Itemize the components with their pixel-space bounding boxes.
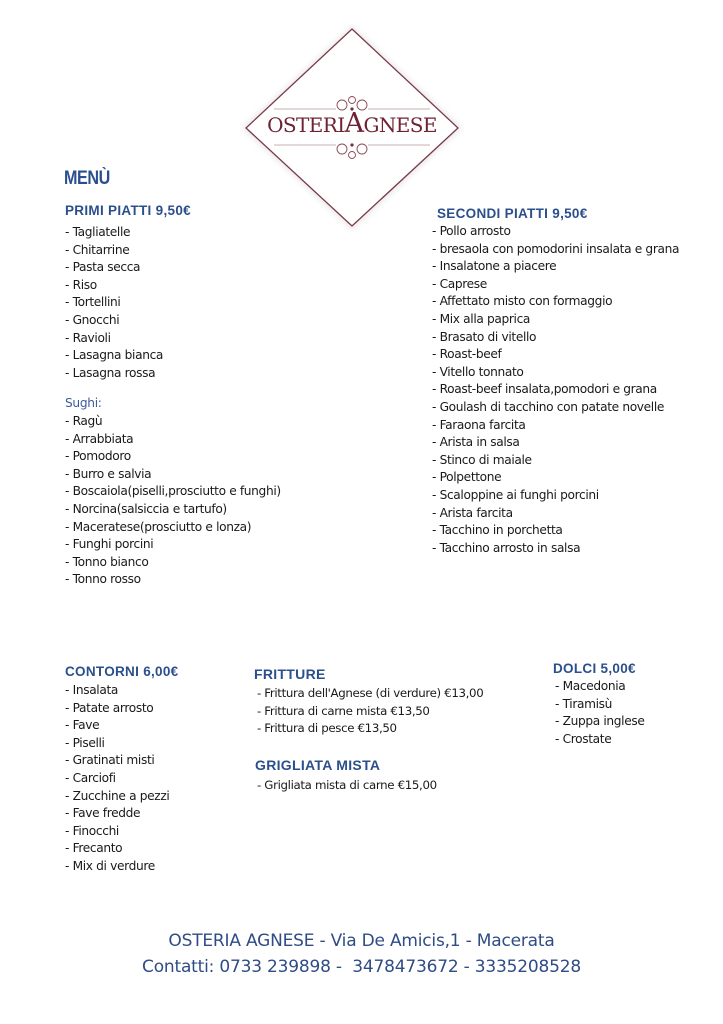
list-item: - Boscaiola(piselli,prosciutto e funghi) [65,484,281,499]
logo-wordmark [252,108,452,139]
contorni-list [65,682,179,876]
list-item: - Tacchino arrosto in salsa [432,540,581,555]
list-item: - Tortellini [65,295,121,310]
list-item: - Ragù [65,413,103,428]
grigliata-list [257,777,437,795]
list-item: - Arista in salsa [432,435,520,450]
list-item: - Insalatone a piacere [432,259,557,274]
list-item: - Macedonia [555,679,626,693]
dolci-title: DOLCI 5,00€ [553,661,636,676]
sughi-label: Sughi: [65,396,102,411]
list-item: - Grigliata mista di carne €15,00 [257,778,437,792]
list-item: - Gnocchi [65,312,120,327]
logo-text-a: A [344,108,364,139]
list-item: - Tagliatelle [65,225,131,239]
list-item: - Pollo arrosto [432,224,511,238]
list-item: - Brasato di vitello [432,329,537,344]
list-item: - Pasta secca [65,260,141,275]
grigliata-title: GRIGLIATA MISTA [255,757,381,773]
list-item: - Burro e salvia [65,466,152,481]
grigliata-section [255,757,437,795]
secondi-section [432,206,679,557]
list-item: - Gratinati misti [65,753,155,768]
fritture-list [257,685,483,738]
fritture-title: FRITTURE [254,666,326,682]
list-item: - Finocchi [65,823,119,838]
fritture-section [254,666,483,738]
list-item: - Mix di verdure [65,858,155,873]
primi-section [65,203,281,589]
list-item: - Chitarrine [65,242,130,257]
list-item: - Zucchine a pezzi [65,788,170,803]
list-item: - Tonno rosso [65,572,141,587]
list-item: - Crostate [555,731,612,746]
list-item: - Carciofi [65,770,116,785]
sughi-list [65,413,281,589]
list-item: - Tacchino in porchetta [432,523,563,538]
logo-text-osteri: OSTERI [267,113,345,137]
list-item: - Frittura di pesce €13,50 [257,721,397,736]
list-item: - Mix alla paprica [432,311,531,326]
list-item: - Roast-beef [432,347,502,362]
list-item: - Frecanto [65,841,123,856]
secondi-list [432,223,679,557]
secondi-title: SECONDI PIATTI 9,50€ [437,206,588,221]
menu-title: MENÙ [64,168,110,189]
list-item: - Funghi porcini [65,537,154,552]
list-item: - Fave [65,718,100,733]
footer-contacts: Contatti: 0733 239898 - 3478473672 - 3335208528 [142,957,581,977]
contorni-section [65,664,179,876]
primi-list [65,224,281,382]
list-item: - Frittura di carne mista €13,50 [257,703,430,718]
contorni-title: CONTORNI 6,00€ [65,664,179,679]
list-item: - Scaloppine ai funghi porcini [432,487,599,502]
list-item: - Caprese [432,276,487,291]
list-item: - Lasagna bianca [65,348,164,363]
dolci-list [555,678,645,748]
list-item: - bresaola con pomodorini insalata e grana [432,241,680,256]
list-item: - Arista farcita [432,505,513,520]
logo-text-gnese: GNESE [363,113,437,137]
list-item: - Insalata [65,683,119,697]
list-item: - Patate arrosto [65,700,154,715]
list-item: - Polpettone [432,470,502,485]
list-item: - Zuppa inglese [555,714,645,729]
list-item: - Riso [65,277,97,292]
list-item: - Roast-beef insalata,pomodori e grana [432,382,657,397]
list-item: - Vitello tonnato [432,364,524,379]
dolci-section [553,661,645,748]
list-item: - Piselli [65,735,105,750]
list-item: - Arrabbiata [65,431,134,446]
list-item: - Affettato misto con formaggio [432,294,613,309]
list-item: - Lasagna rossa [65,365,156,380]
list-item: - Stinco di maiale [432,452,532,467]
list-item: - Fave fredde [65,806,141,821]
list-item: - Faraona farcita [432,417,526,432]
list-item: - Ravioli [65,330,111,345]
list-item: - Pomodoro [65,449,131,464]
list-item: - Tonno bianco [65,554,149,569]
primi-title: PRIMI PIATTI 9,50€ [65,203,191,218]
footer-address: OSTERIA AGNESE - Via De Amicis,1 - Macerata [168,931,555,951]
list-item: - Maceratese(prosciutto e lonza) [65,519,252,534]
list-item: - Tiramisù [555,696,613,711]
list-item: - Goulash di tacchino con patate novelle [432,399,665,414]
list-item: - Norcina(salsiccia e tartufo) [65,501,227,516]
list-item: - Frittura dell'Agnese (di verdure) €13,00 [257,686,484,700]
